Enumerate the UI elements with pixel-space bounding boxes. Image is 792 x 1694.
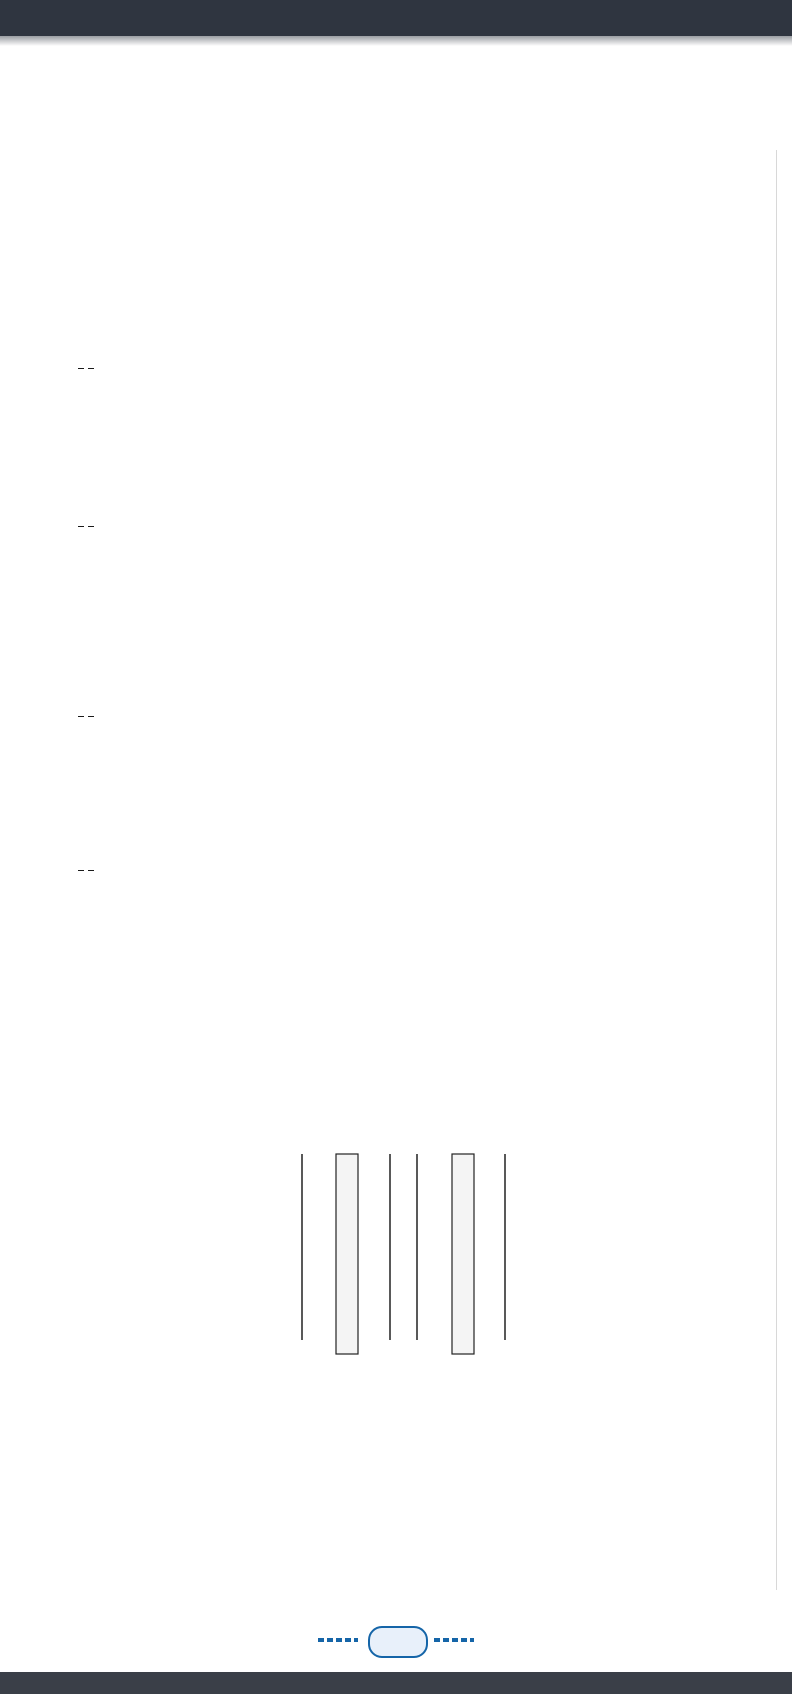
numerator — [88, 870, 94, 871]
fraction-values — [88, 368, 94, 369]
answer-22-formula-s — [76, 704, 96, 728]
fraction-values — [88, 526, 94, 527]
fraction-half — [88, 716, 94, 717]
footer-ornament-left — [318, 1638, 358, 1642]
numerator — [78, 526, 84, 527]
page-footer — [0, 1626, 792, 1656]
fraction-values — [88, 870, 94, 871]
page-margin-rule — [776, 150, 777, 1590]
page-number — [368, 1626, 428, 1658]
answer-22-formula-t — [76, 858, 96, 882]
fraction-2s-over-v — [78, 870, 84, 871]
numerator — [88, 716, 94, 717]
thermometer-figure — [290, 1150, 520, 1390]
numerator — [88, 368, 94, 369]
numerator — [78, 368, 84, 369]
thermometer-yi-tube — [452, 1154, 474, 1354]
fraction-s-over-t — [78, 526, 84, 527]
thermometer-diagram — [290, 1150, 520, 1390]
answer-21-formula-v — [76, 514, 96, 538]
scan-top-edge — [0, 0, 792, 36]
numerator — [78, 716, 84, 717]
numerator — [78, 870, 84, 871]
fraction-s-over-v — [78, 368, 84, 369]
scan-bottom-edge — [0, 1672, 792, 1694]
fraction-half — [78, 716, 84, 717]
scan-top-shade — [0, 36, 792, 46]
answer-21-formula-t — [76, 356, 96, 380]
footer-ornament-right — [434, 1638, 474, 1642]
numerator — [88, 526, 94, 527]
thermometer-jia-tube — [336, 1154, 358, 1354]
